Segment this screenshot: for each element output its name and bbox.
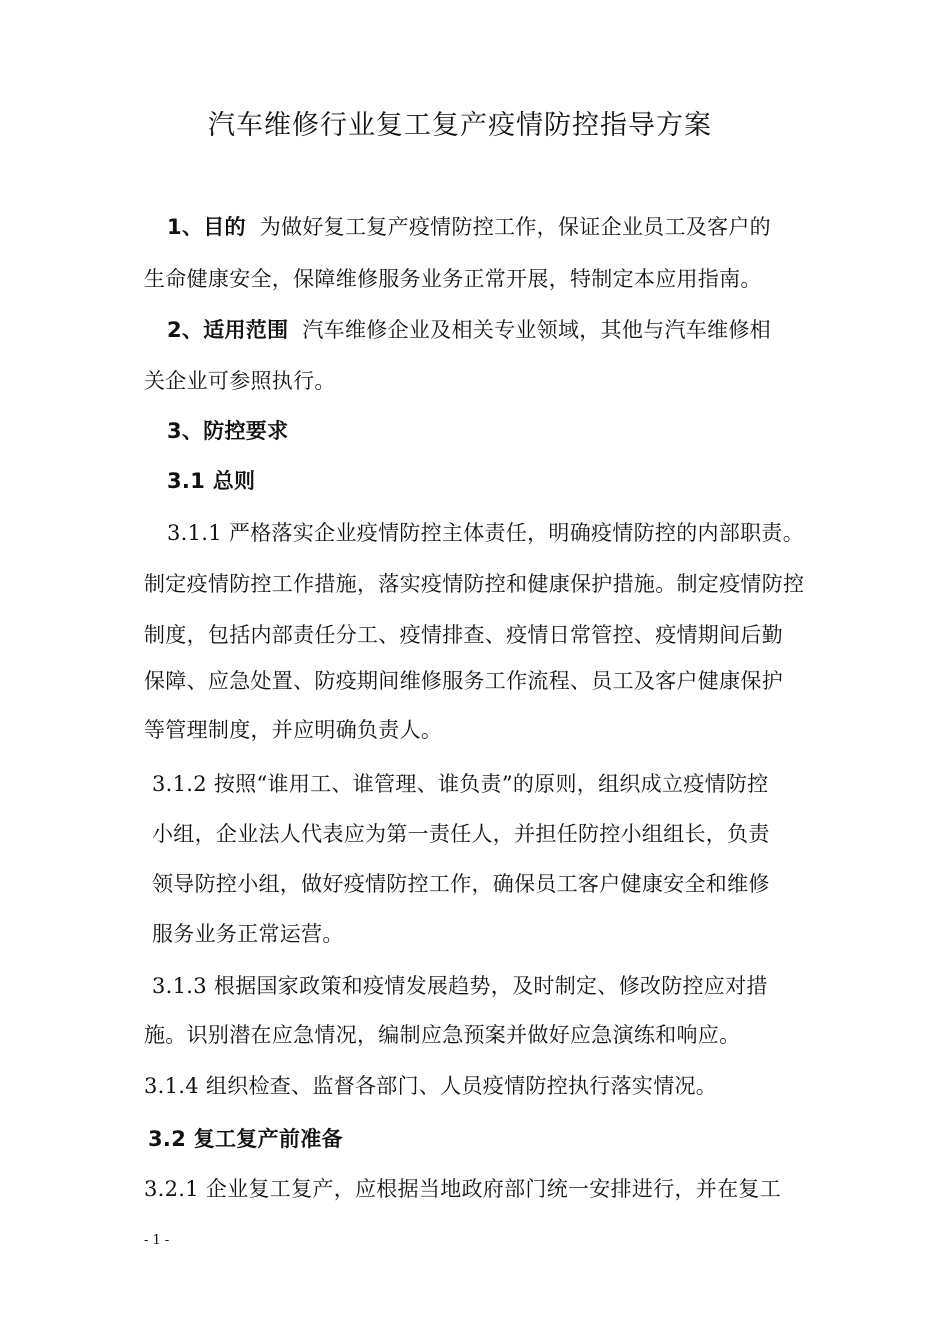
paragraph-3-1-2-line: 小组，企业法人代表应为第一责任人，并担任防控小组组长，负责 xyxy=(152,822,770,846)
paragraph-3-1-1-line: 制度，包括内部责任分工、疫情排查、疫情日常管控、疫情期间后勤 xyxy=(144,623,783,647)
section-2-heading: 2、适用范围 xyxy=(167,318,289,342)
section-2-line-2: 关企业可参照执行。 xyxy=(144,369,336,393)
section-2-line-1 xyxy=(167,314,771,346)
section-1-heading: 1、目的 xyxy=(167,215,246,239)
paragraph-3-1-1-line: 等管理制度，并应明确负责人。 xyxy=(144,718,443,742)
section-2-text: 汽车维修企业及相关专业领域，其他与汽车维修相 xyxy=(302,318,771,342)
section-3-2-heading: 3.2 复工复产前准备 xyxy=(148,1127,343,1151)
section-1-text: 为做好复工复产疫情防控工作，保证企业员工及客户的 xyxy=(259,215,771,239)
paragraph-3-1-1-line: 制定疫情防控工作措施，落实疫情防控和健康保护措施。制定疫情防控 xyxy=(144,572,805,596)
paragraph-3-1-3-line: 3.1.3 根据国家政策和疫情发展趋势，及时制定、修改防控应对措 xyxy=(152,974,768,998)
page-number: - 1 - xyxy=(144,1233,170,1248)
paragraph-3-1-2-line: 领导防控小组，做好疫情防控工作，确保员工客户健康安全和维修 xyxy=(152,872,770,896)
section-1-line-2: 生命健康安全，保障维修服务业务正常开展，特制定本应用指南。 xyxy=(144,267,762,291)
paragraph-3-1-4: 3.1.4 组织检查、监督各部门、人员疫情防控执行落实情况。 xyxy=(144,1074,718,1098)
section-3-1-heading: 3.1 总则 xyxy=(167,469,256,493)
paragraph-3-1-3-line: 施。识别潜在应急情况，编制应急预案并做好应急演练和响应。 xyxy=(144,1023,741,1047)
paragraph-3-1-2-line: 3.1.2 按照“谁用工、谁管理、谁负责”的原则，组织成立疫情防控 xyxy=(152,772,769,796)
document-title: 汽车维修行业复工复产疫情防控指导方案 xyxy=(208,110,712,141)
paragraph-3-1-2-line: 服务业务正常运营。 xyxy=(152,922,344,946)
paragraph-3-1-1-line: 保障、应急处置、防疫期间维修服务工作流程、员工及客户健康保护 xyxy=(144,669,783,693)
section-1-line-1 xyxy=(167,211,771,243)
paragraph-3-1-1-line: 3.1.1 严格落实企业疫情防控主体责任，明确疫情防控的内部职责。 xyxy=(167,521,805,545)
section-3-heading: 3、防控要求 xyxy=(167,419,289,443)
paragraph-3-2-1-line: 3.2.1 企业复工复产，应根据当地政府部门统一安排进行，并在复工 xyxy=(144,1177,782,1201)
